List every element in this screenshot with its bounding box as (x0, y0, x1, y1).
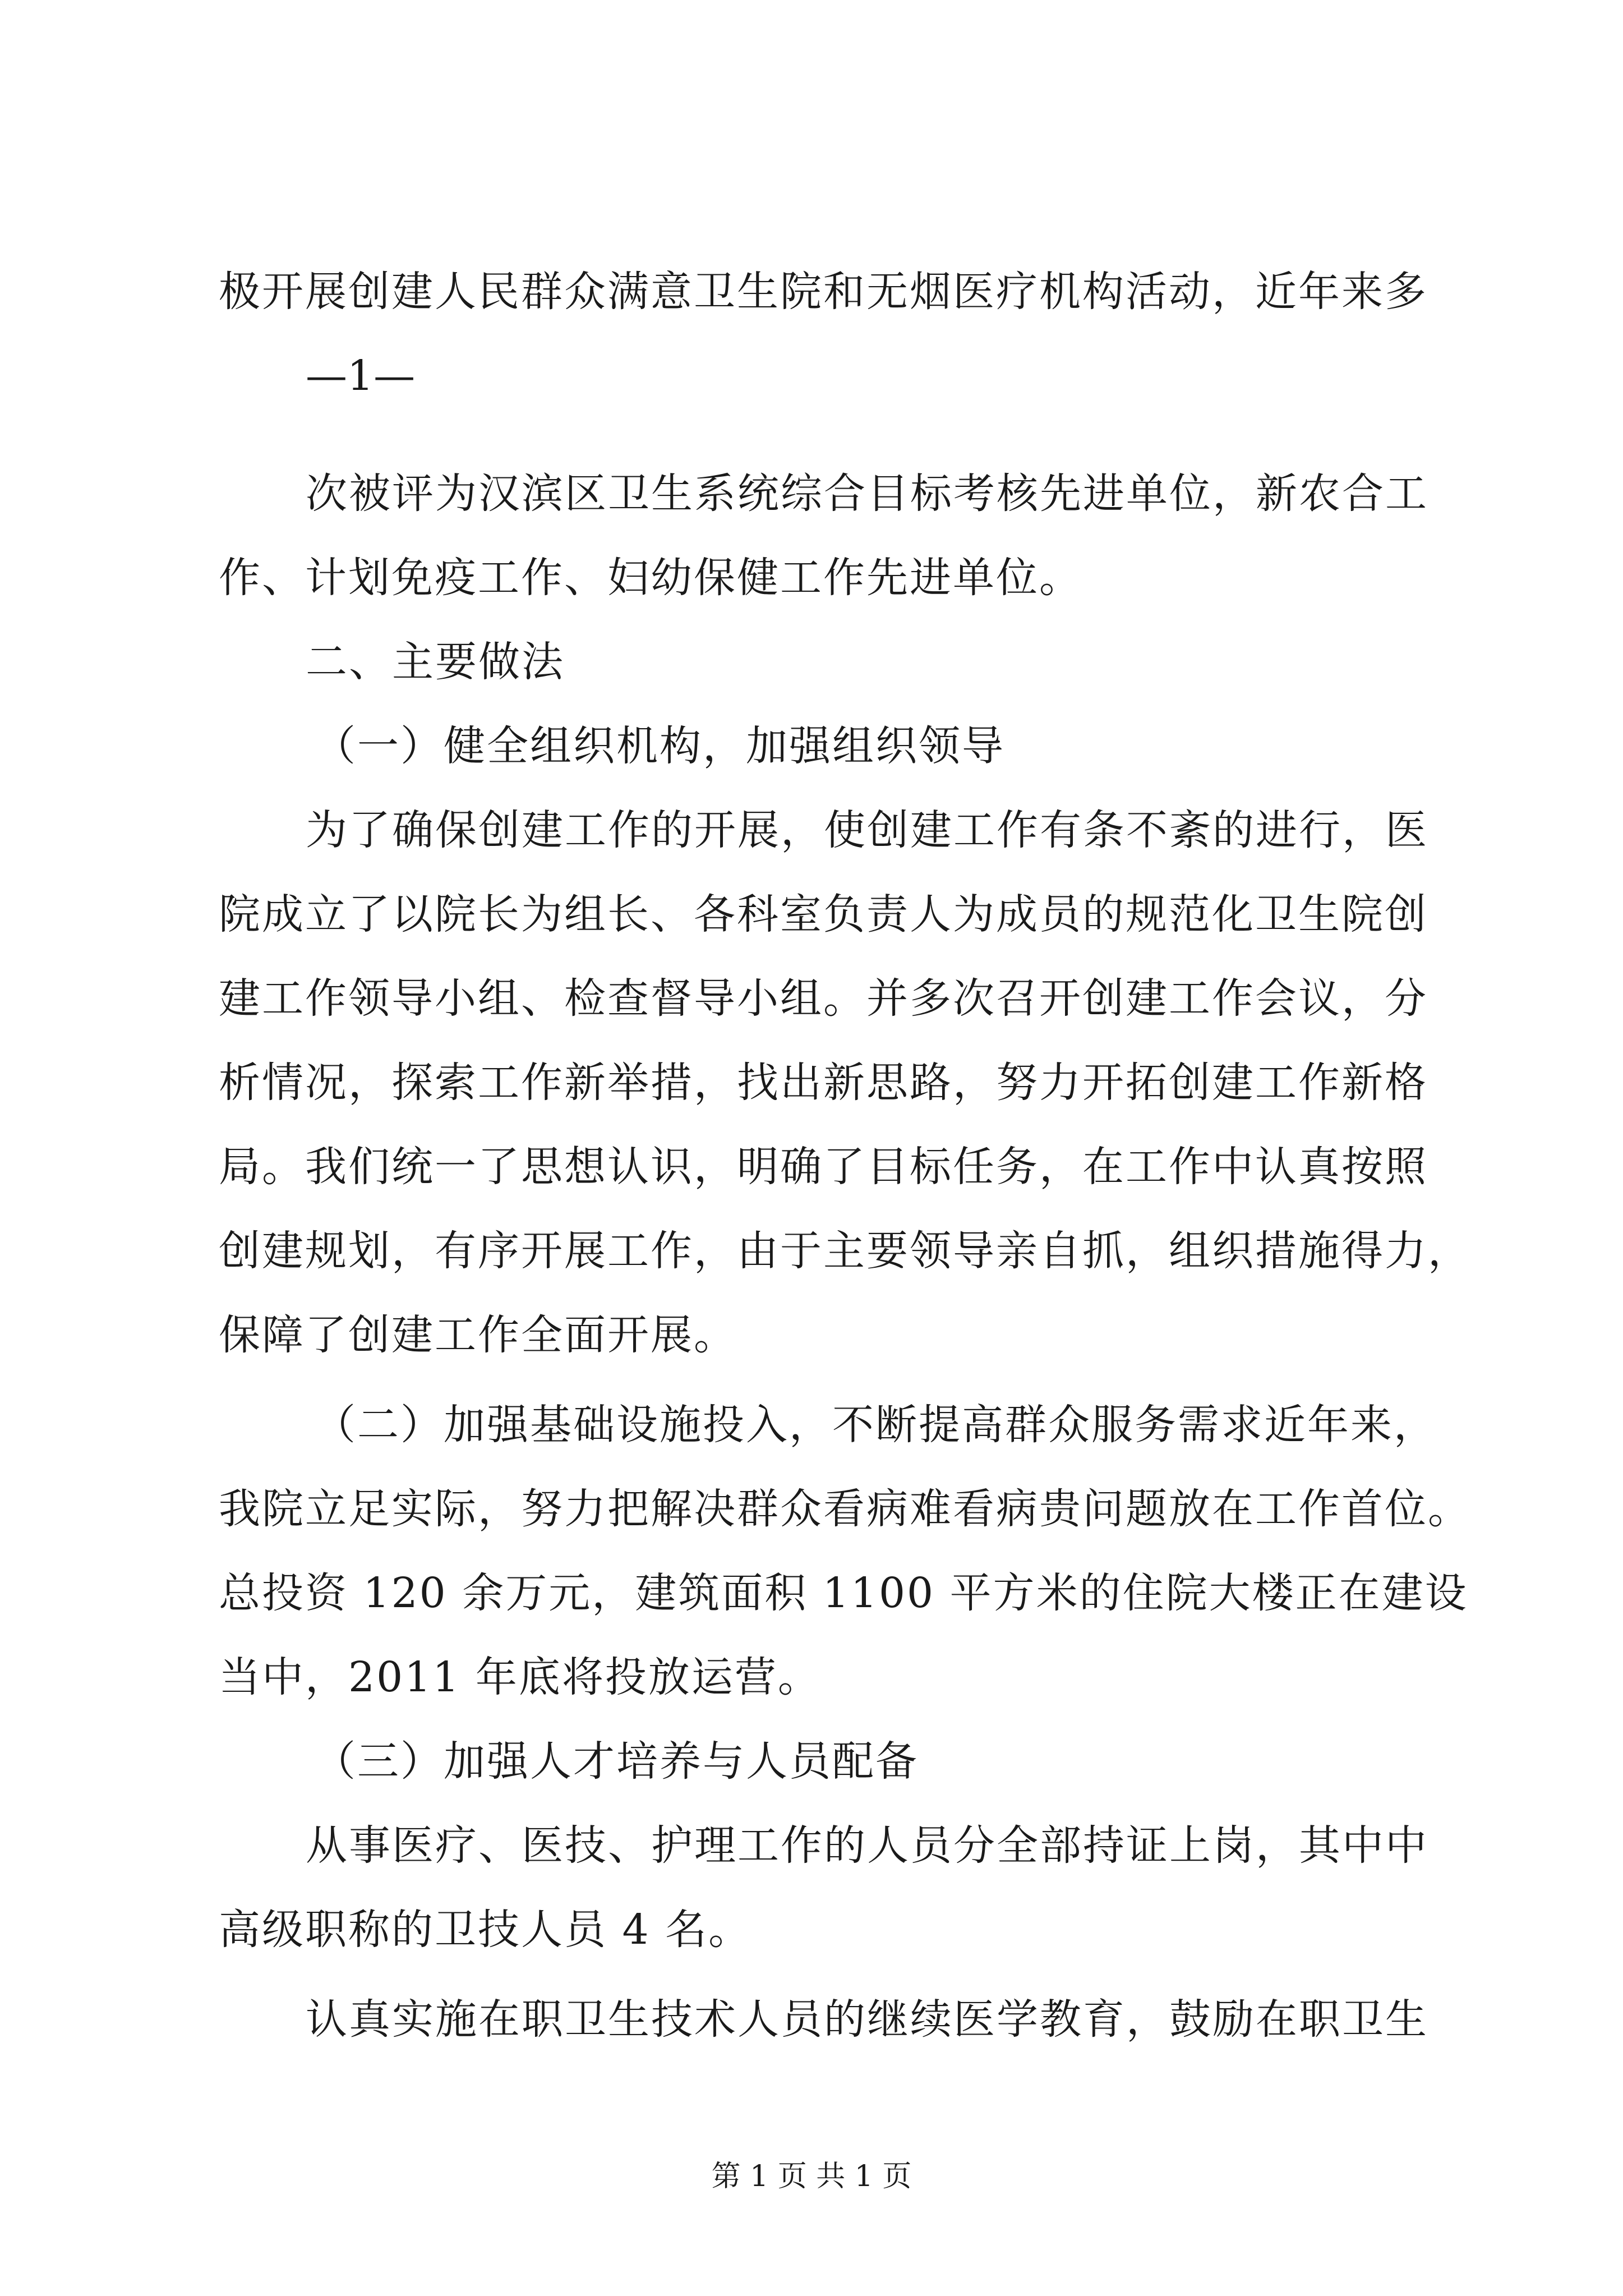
inline-page-number: —1— (306, 352, 416, 400)
body-line: 保障了创建工作全面开展。 (219, 1311, 737, 1359)
subsection-heading: （三）加强人才培养与人员配备 (314, 1737, 919, 1786)
body-line: 从事医疗、医技、护理工作的人员分全部持证上岗，其中中 (306, 1821, 1428, 1870)
body-line: 高级职称的卫技人员 4 名。 (219, 1906, 752, 1954)
subsection-heading: （二）加强基础设施投入，不断提高群众服务需求近年来， (314, 1401, 1437, 1449)
body-line: 院成立了以院长为组长、各科室负责人为成员的规范化卫生院创 (219, 890, 1428, 938)
body-line: 次被评为汉滨区卫生系统综合目标考核先进单位，新农合工 (306, 470, 1428, 518)
body-line: 总投资 120 余万元，建筑面积 1100 平方米的住院大楼正在建设 (219, 1569, 1468, 1617)
body-line: 认真实施在职卫生技术人员的继续医学教育，鼓励在职卫生 (306, 1995, 1428, 2044)
body-line: 析情况，探索工作新举措，找出新思路，努力开拓创建工作新格 (219, 1059, 1428, 1107)
body-line: 作、计划免疫工作、妇幼保健工作先进单位。 (219, 554, 1082, 602)
subsection-heading: （一）健全组织机构，加强组织领导 (314, 722, 1005, 770)
body-line: 局。我们统一了思想认识，明确了目标任务，在工作中认真按照 (219, 1143, 1428, 1191)
body-line: 创建规划，有序开展工作，由于主要领导亲自抓，组织措施得力， (219, 1227, 1471, 1275)
section-heading: 二、主要做法 (306, 638, 565, 686)
body-line: 建工作领导小组、检查督导小组。并多次召开创建工作会议，分 (219, 974, 1428, 1023)
body-line: 当中，2011 年底将投放运营。 (219, 1653, 821, 1701)
page-footer: 第 1 页 共 1 页 (711, 2160, 912, 2193)
body-line: 为了确保创建工作的开展，使创建工作有条不紊的进行，医 (306, 806, 1428, 854)
body-line: 极开展创建人民群众满意卫生院和无烟医疗机构活动，近年来多 (219, 268, 1428, 316)
body-line: 我院立足实际，努力把解决群众看病难看病贵问题放在工作首位。 (219, 1485, 1471, 1533)
